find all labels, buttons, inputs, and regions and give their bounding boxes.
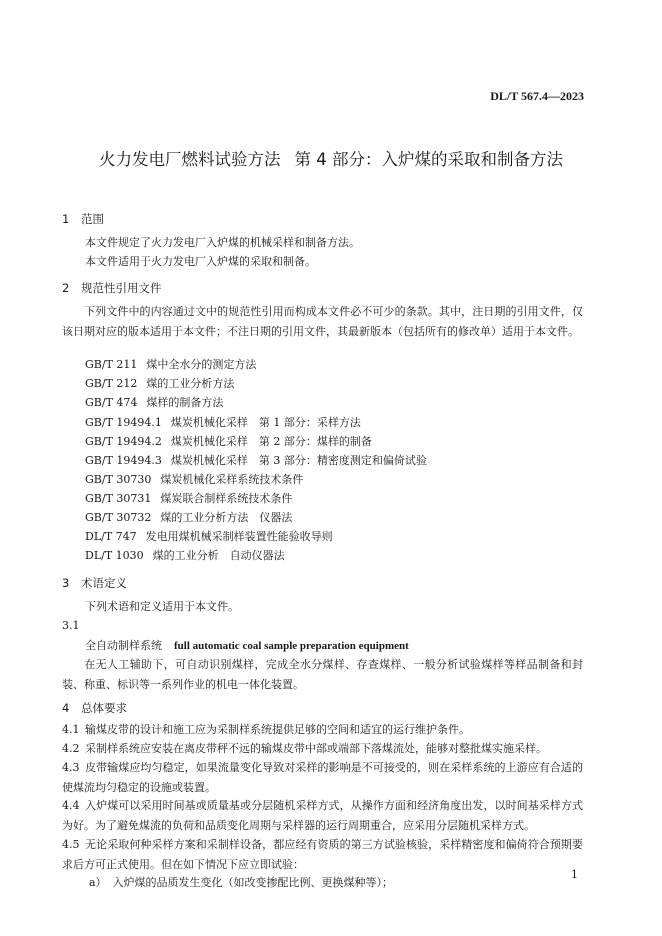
clause-number: 4.3 xyxy=(62,761,80,774)
section-number: 1 xyxy=(62,212,70,226)
paragraph xyxy=(62,655,583,695)
clause-text: 入炉煤可以采用时间基或质量基或分层随机采样方式，从操作方面和经济角度出发，以时间基采样方式为好。为了避免煤流的负荷和品质变化周期与采样器的运行周期重合，应采用分层随机采样方式。 xyxy=(62,799,583,832)
paragraph xyxy=(62,302,583,342)
reference-item xyxy=(85,546,285,566)
reference-item xyxy=(85,374,234,394)
reference-code: GB/T 19494.1 xyxy=(85,416,162,429)
section-title: 术语定义 xyxy=(81,576,127,590)
references-intro: 下列文件中的内容通过文中的规范性引用而构成本文件必不可少的条款。其中，注日期的引用文件，仅该日期对应的版本适用于本文件；不注日期的引用文件，其最新版本（包括所有的修改单）适用于本文件。 xyxy=(62,305,583,338)
section-number: 4 xyxy=(62,701,70,715)
page-number: 1 xyxy=(571,868,578,881)
reference-code: GB/T 30730 xyxy=(85,473,152,486)
term-number: 3.1 xyxy=(62,619,80,632)
clause xyxy=(62,720,583,740)
reference-title: 煤的工业分析 自动仪器法 xyxy=(152,549,285,562)
clause-text: 无论采取何种采样方案和采制样设备，都应经有资质的第三方试验核验，采样精密度和偏倚符合预期要求后方可正式使用。但在如下情况下应立即试验： xyxy=(62,838,583,871)
document-title xyxy=(0,146,662,170)
section-heading-normative-references xyxy=(62,280,162,296)
reference-title: 煤炭机械化采样 第 1 部分：采样方法 xyxy=(170,416,361,429)
reference-code: GB/T 211 xyxy=(85,358,138,371)
reference-title: 煤炭机械化采样 第 2 部分：煤样的制备 xyxy=(170,435,372,448)
reference-title: 煤炭机械化采样系统技术条件 xyxy=(160,473,304,486)
reference-title: 煤炭联合制样系统技术条件 xyxy=(160,492,293,505)
section-number: 2 xyxy=(62,281,70,295)
section-heading-terms xyxy=(62,575,127,591)
clause-number: 4.4 xyxy=(62,799,80,812)
reference-code: GB/T 474 xyxy=(85,396,138,409)
document-code: DL/T 567.4—2023 xyxy=(490,89,584,103)
clause xyxy=(62,758,583,798)
reference-item xyxy=(85,432,372,452)
clause-number: 4.1 xyxy=(62,723,80,736)
clause-text: 皮带输煤应均匀稳定，如果流量变化导致对采样的影响是不可接受的，则在采样系统的上游应有合适的使煤流均匀稳定的设施或装置。 xyxy=(62,761,583,794)
clause xyxy=(62,835,583,875)
reference-code: GB/T 212 xyxy=(85,377,138,390)
reference-code: GB/T 30732 xyxy=(85,511,152,524)
paragraph: 下列术语和定义适用于本文件。 xyxy=(85,600,239,613)
term-english: full automatic coal sample preparation equipment xyxy=(174,640,409,652)
clause xyxy=(62,739,583,759)
clause-number: 4.5 xyxy=(62,838,80,851)
list-item-label: a） xyxy=(89,876,107,889)
term-entry xyxy=(85,637,409,653)
reference-code: GB/T 30731 xyxy=(85,492,152,505)
clause-text: 输煤皮带的设计和施工应为采制样系统提供足够的空间和适宜的运行维护条件。 xyxy=(85,723,470,736)
section-number: 3 xyxy=(62,576,70,590)
section-heading-scope xyxy=(62,211,104,227)
reference-title: 煤炭机械化采样 第 3 部分：精密度测定和偏倚试验 xyxy=(170,454,427,467)
reference-item xyxy=(85,508,292,528)
paragraph: 本文件规定了火力发电厂入炉煤的机械采样和制备方法。 xyxy=(85,236,360,249)
reference-title: 发电用煤机械采制样装置性能验收导则 xyxy=(145,530,333,543)
reference-code: GB/T 19494.3 xyxy=(85,454,162,467)
section-heading-general-requirements xyxy=(62,700,127,716)
list-item-text: 入炉煤的品质发生变化（如改变掺配比例、更换煤种等）； xyxy=(112,876,394,889)
reference-code: DL/T 1030 xyxy=(85,549,144,562)
clause-number: 4.2 xyxy=(62,742,80,755)
reference-code: DL/T 747 xyxy=(85,530,137,543)
section-title: 范围 xyxy=(81,212,104,226)
title-part: 第 4 部分：入炉煤的采取和制备方法 xyxy=(294,150,563,169)
section-title: 规范性引用文件 xyxy=(81,281,162,295)
reference-title: 煤的工业分析方法 仪器法 xyxy=(160,511,293,524)
reference-item xyxy=(85,393,223,413)
reference-item xyxy=(85,527,333,547)
reference-title: 煤样的制备方法 xyxy=(146,396,224,409)
section-title: 总体要求 xyxy=(81,701,127,715)
term-definition: 在无人工辅助下，可自动识别煤样，完成全水分煤样、存查煤样、一般分析试验煤样等样品制备和封装、称重、标识等一系列作业的机电一体化装置。 xyxy=(62,658,583,691)
reference-item xyxy=(85,451,427,471)
term-chinese: 全自动制样系统 xyxy=(85,639,162,652)
reference-item xyxy=(85,355,256,375)
clause-text: 采制样系统应安装在离皮带秤不远的输煤皮带中部或端部下落煤流处，能够对整批煤实施采样。 xyxy=(85,742,547,755)
reference-title: 煤的工业分析方法 xyxy=(146,377,235,390)
reference-item xyxy=(85,413,361,433)
title-main: 火力发电厂燃料试验方法 xyxy=(99,150,281,169)
clause xyxy=(62,796,583,836)
reference-title: 煤中全水分的测定方法 xyxy=(146,358,257,371)
paragraph: 本文件适用于火力发电厂入炉煤的采取和制备。 xyxy=(85,255,316,268)
reference-code: GB/T 19494.2 xyxy=(85,435,162,448)
reference-item xyxy=(85,489,292,509)
reference-item xyxy=(85,470,303,490)
list-item xyxy=(89,873,393,893)
